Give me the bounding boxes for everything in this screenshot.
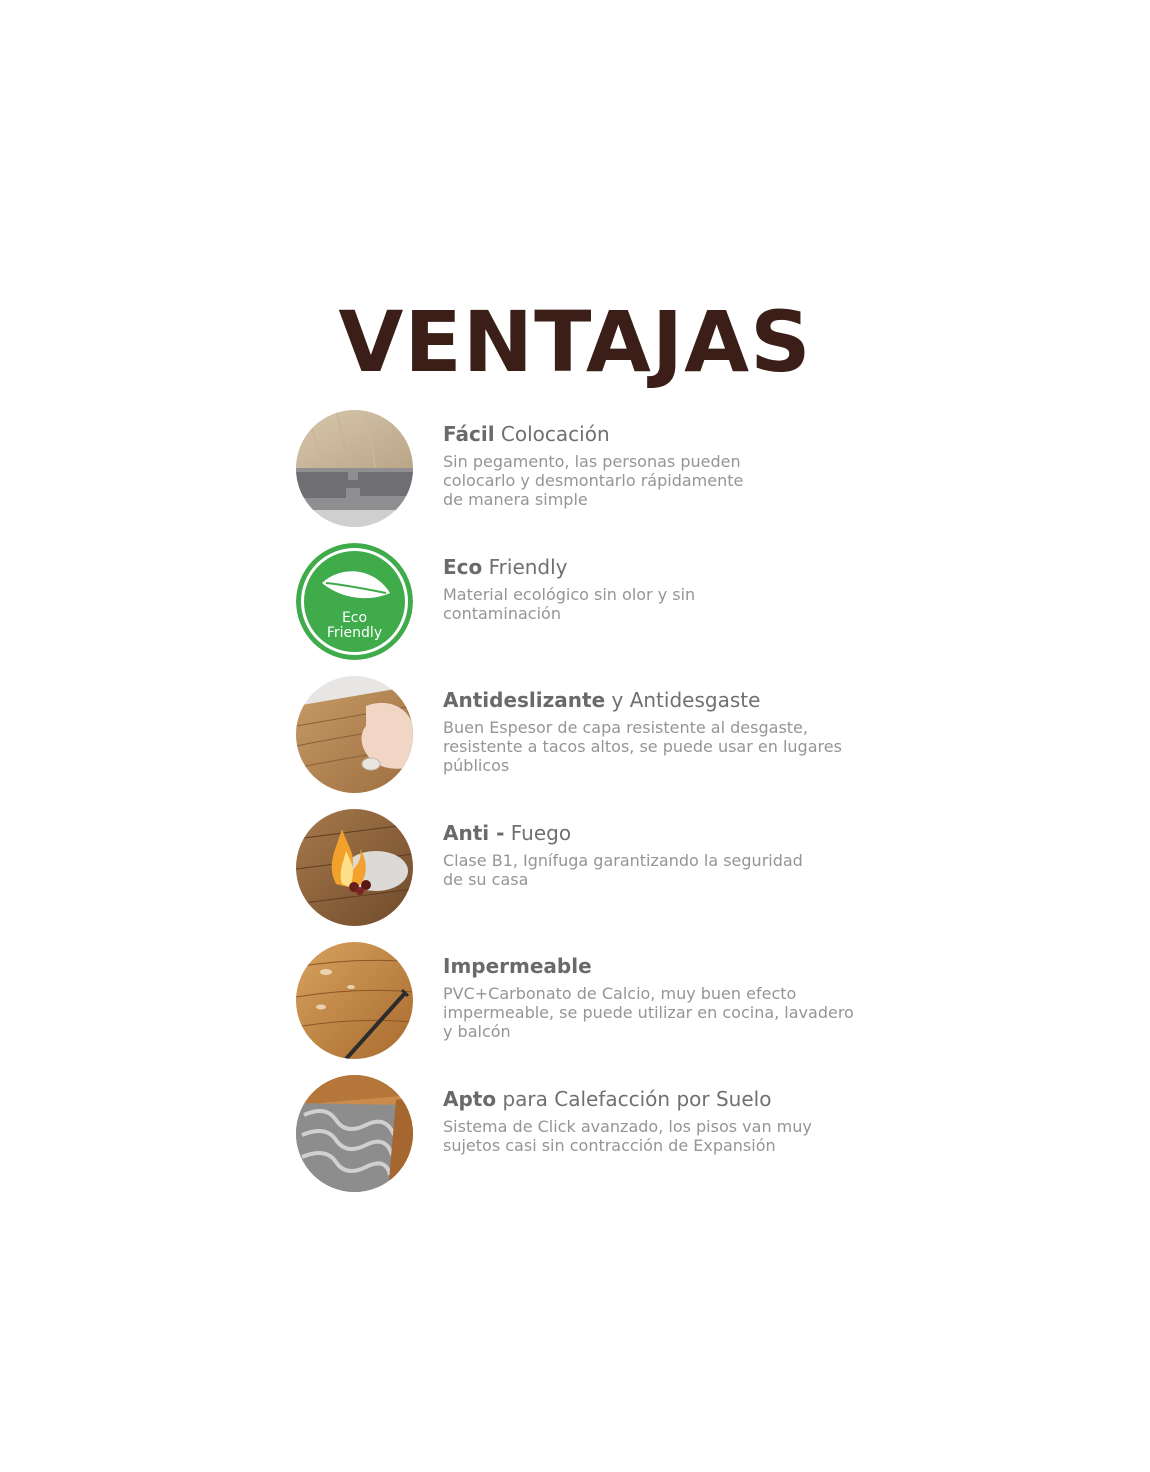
- feature-title-rest: para Calefacción por Suelo: [502, 1087, 772, 1111]
- underfloor-heating-icon: [296, 1075, 413, 1192]
- water-drop-floor-icon: [296, 942, 413, 1059]
- feature-title-bold: Fácil: [443, 422, 495, 446]
- feature-title-bold: Anti -: [443, 821, 505, 845]
- eco-label-line1: Eco: [341, 610, 368, 626]
- eco-leaf-icon: [296, 543, 413, 660]
- feature-description: Sistema de Click avanzado, los pisos van muy sujetos casi sin contracción de Expansión: [443, 1117, 812, 1155]
- feature-title-bold: Impermeable: [443, 954, 592, 978]
- feature-title-rest: Friendly: [488, 555, 568, 579]
- feature-anti-slip: [296, 676, 896, 794]
- feature-title-rest: y Antidesgaste: [611, 688, 761, 712]
- feature-easy-install: [296, 410, 896, 528]
- feature-title-bold: Eco: [443, 555, 483, 579]
- feature-title-rest: Fuego: [510, 821, 572, 845]
- feature-title-bold: Antideslizante: [443, 688, 606, 712]
- feature-waterproof: [296, 942, 896, 1060]
- feature-title-rest: Colocación: [500, 422, 610, 446]
- floor-click-joint-icon: [296, 410, 413, 527]
- feature-description: PVC+Carbonato de Calcio, muy buen efecto impermeable, se puede utilizar en cocina, lavadero y balcón: [443, 984, 854, 1041]
- feature-eco-friendly: [296, 543, 896, 661]
- hand-scratching-floor-icon: [296, 676, 413, 793]
- feature-title-bold: Apto: [443, 1087, 497, 1111]
- feature-description: Material ecológico sin olor y sin contaminación: [443, 585, 696, 623]
- eco-label-line2: Friendly: [326, 625, 383, 641]
- feature-description: Buen Espesor de capa resistente al desgaste, resistente a tacos altos, se puede usar en lugares públicos: [443, 718, 842, 775]
- fire-on-floor-icon: [296, 809, 413, 926]
- feature-underfloor-heating: [296, 1075, 896, 1193]
- feature-description: Clase B1, Ignífuga garantizando la seguridad de su casa: [443, 851, 803, 889]
- page-title: VENTAJAS: [338, 293, 812, 391]
- feature-description: Sin pegamento, las personas pueden colocarlo y desmontarlo rápidamente de manera simple: [443, 452, 744, 509]
- feature-fire-resistant: [296, 809, 896, 927]
